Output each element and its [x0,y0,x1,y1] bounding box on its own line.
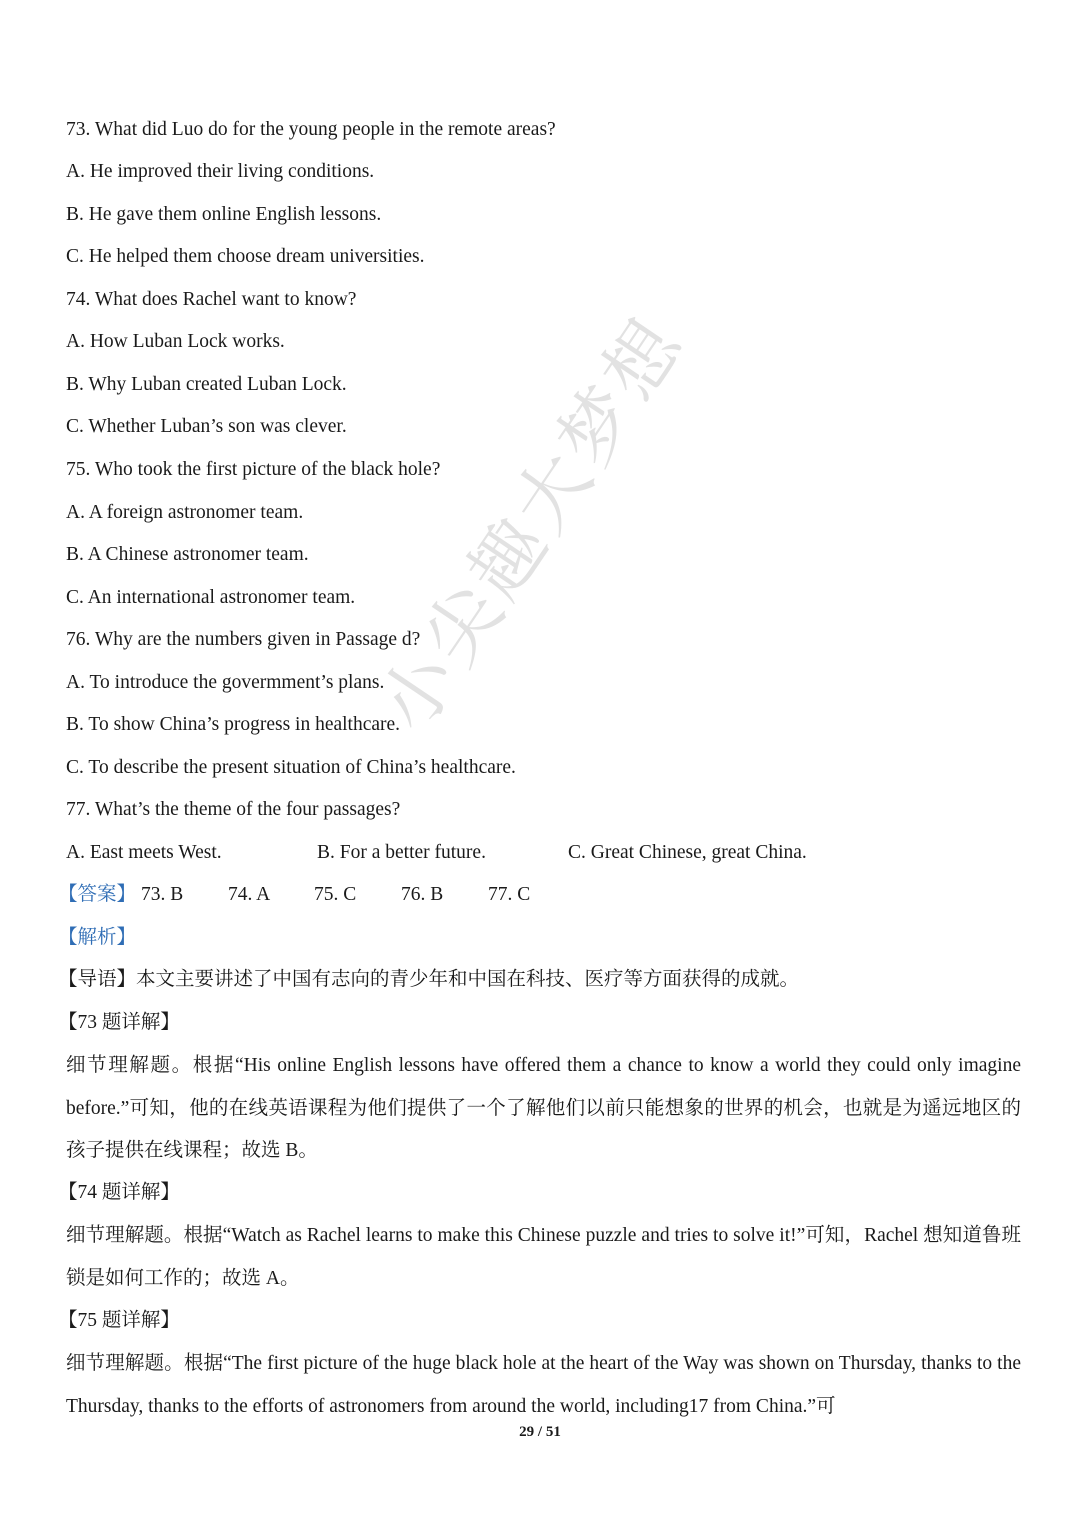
page-number: 29 / 51 [519,1424,561,1440]
question-77-option-b: B. For a better future. [317,842,486,863]
detail-73-text: 细节理解题。根据“His online English lessons have offered them a chance to know a world they could only imagine before.”可知，他的在线英语课程为他们提供了一个了解他们以前只能想象的世界的机会，也就是为遥远地区的孩子提供在线课程；故选 B。 [66,1055,1021,1161]
detail-73-heading: 【73 题详解】 [58,1012,180,1033]
question-73-option-c: C. He helped them choose dream universities. [66,246,425,267]
question-77-option-a: A. East meets West. [66,842,222,863]
question-74-option-a: A. How Luban Lock works. [66,331,285,352]
question-76-stem: 76. Why are the numbers given in Passage d? [66,629,421,650]
detail-75-text: 细节理解题。根据“The first picture of the huge black hole at the heart of the Way was shown on Thursday, thanks to the Thursday, thanks to the efforts of astronomers from around the world, including17 from China.”可 [66,1353,1021,1417]
answer-75: 75. C [314,884,357,905]
answer-76: 76. B [401,884,444,905]
answer-74: 74. A [228,884,271,905]
detail-74-text: 细节理解题。根据“Watch as Rachel learns to make this Chinese puzzle and tries to solve it!”可知，Rachel 想知道鲁班锁是如何工作的；故选 A。 [66,1225,1021,1289]
question-77-options [66,840,966,866]
answer-73: 73. B [141,884,184,905]
answer-row [58,882,958,908]
detail-74-heading: 【74 题详解】 [58,1182,180,1203]
question-75-option-a: A. A foreign astronomer team. [66,502,304,523]
question-76-option-c: C. To describe the present situation of China’s healthcare. [66,757,516,778]
question-73-stem: 73. What did Luo do for the young people in the remote areas? [66,119,556,140]
question-76-option-b: B. To show China’s progress in healthcare. [66,714,401,735]
question-75-option-b: B. A Chinese astronomer team. [66,544,309,565]
answer-label: 【答案】 [58,884,137,905]
question-74-option-c: C. Whether Luban’s son was clever. [66,416,347,437]
analysis-label: 【解析】 [58,927,137,948]
question-76-option-a: A. To introduce the govermment’s plans. [66,672,385,693]
question-77-option-c: C. Great Chinese, great China. [568,842,807,863]
watermark-text: 小尖趣大梦想 [362,300,703,747]
question-74-option-b: B. Why Luban created Luban Lock. [66,374,347,395]
question-74-stem: 74. What does Rachel want to know? [66,289,357,310]
question-75-stem: 75. Who took the first picture of the black hole? [66,459,441,480]
question-75-option-c: C. An international astronomer team. [66,587,356,608]
answer-77: 77. C [488,884,531,905]
question-73-option-a: A. He improved their living conditions. [66,161,375,182]
question-77-stem: 77. What’s the theme of the four passages? [66,799,401,820]
detail-75-heading: 【75 题详解】 [58,1310,180,1331]
question-73-option-b: B. He gave them online English lessons. [66,204,382,225]
guide-text: 【导语】本文主要讲述了中国有志向的青少年和中国在科技、医疗等方面获得的成就。 [58,969,800,990]
